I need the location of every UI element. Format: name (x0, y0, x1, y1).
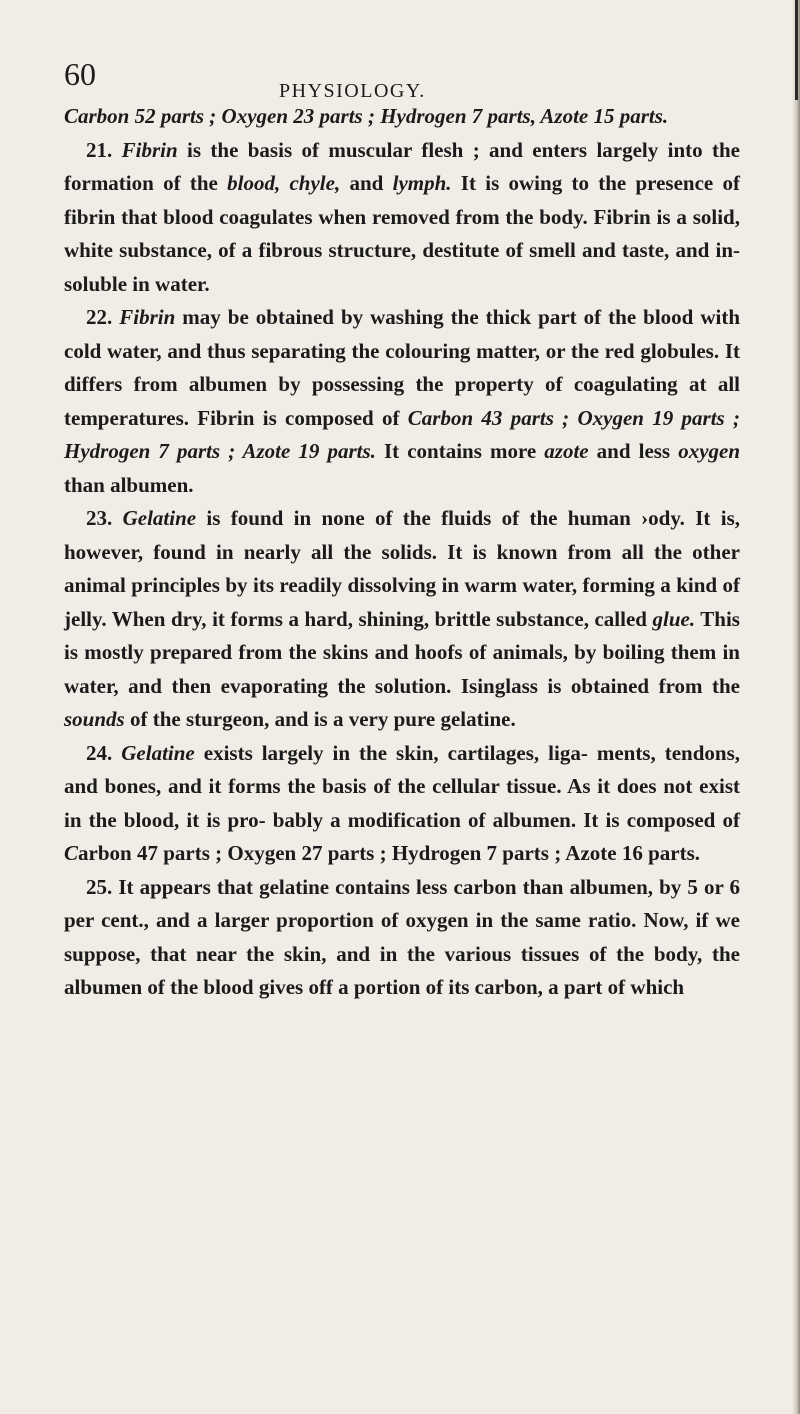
paragraph (64, 737, 740, 871)
italic-text: Carbon 52 parts ; Oxygen 23 parts ; Hydrogen 7 parts, Azote 15 parts. (64, 104, 669, 128)
text-run: of the sturgeon, and is a very pure gelatine. (124, 707, 516, 731)
italic-text: Gelatine (122, 506, 197, 530)
body-text (64, 100, 740, 1005)
italic-text: azote (544, 439, 589, 463)
text-run: 23. (86, 506, 123, 530)
text-run: is the basis of muscular flesh ; and enters largely into the formation of the (64, 137, 740, 195)
page-header (64, 48, 754, 108)
italic-text: Fibrin (121, 137, 178, 162)
paragraph (64, 134, 740, 302)
italic-text: Carbon 43 parts ; Oxygen 19 parts ; Hydrogen 7 parts ; Azote 19 parts. (64, 405, 740, 463)
text-run: than albumen. (64, 472, 194, 497)
italic-text: glue. (652, 606, 696, 631)
italic-text: Gelatine (121, 740, 195, 765)
text-run: 21. (86, 137, 122, 162)
paragraph (64, 871, 740, 1005)
italic-text: C (64, 841, 79, 865)
text-run: This is mostly prepared from the skins and hoofs of animals, by boiling them in water, and then evaporating the solution. Isinglass is obtained from the (64, 606, 740, 698)
text-run: is found in none of the fluids of the human ›ody. It is, however, found in nearly all the solids. It is known from all the other animal principles by its readily dissolving in warm water, forming a kind of jelly. When dry, it forms a hard, shining, brittle substance, called (64, 506, 741, 631)
italic-text: blood, chyle, (227, 171, 341, 195)
italic-text: oxygen (678, 439, 741, 463)
text-run: 25. It appears that gelatine contains less carbon than albumen, by 5 or 6 per cent., and a larger proportion of oxygen in the same ratio. Now, if we suppose, that near the skin, and in the various tissues of the body, the albumen of the blood gives off a portion of its carbon, a part of which (64, 874, 740, 999)
text-run: exists largely in the skin, cartilages, liga- ments, tendons, and bones, and it forms the basis of the cellular tissue. As it does not exist in the blood, it is pro- bably a modification of albumen. It is composed of (64, 740, 740, 832)
text-run: and less (588, 439, 679, 463)
page-edge-mark (795, 0, 798, 100)
italic-text: lymph. (392, 171, 452, 195)
italic-text: sounds (64, 707, 125, 731)
running-head: PHYSIOLOGY. (279, 80, 426, 102)
paragraph (64, 502, 740, 737)
text-run: arbon 47 parts ; Oxygen 27 parts ; Hydrogen 7 parts ; Azote 16 parts. (78, 841, 701, 865)
italic-text: Fibrin (119, 305, 176, 329)
page-edge-shadow (792, 0, 800, 1414)
page-number: 60 (64, 56, 96, 92)
text-run: 22. (86, 305, 120, 329)
paragraph (64, 301, 740, 502)
paragraph (64, 100, 740, 134)
text-run: and (340, 171, 393, 195)
text-run: It is owing to the presence of fibrin that blood coagulates when removed from the body. Fibrin is a solid, white substance, of a fibrous structure, destitute of smell and taste, and in- soluble in water. (64, 171, 741, 296)
text-run: 24. (86, 740, 122, 765)
text-run: It contains more (375, 439, 545, 463)
text-run: may be obtained by washing the thick part of the blood with cold water, and thus separating the colouring matter, or the red globules. It differs from albumen by possessing the property of coagulating at all temperatures. Fibrin is composed of (64, 305, 741, 430)
